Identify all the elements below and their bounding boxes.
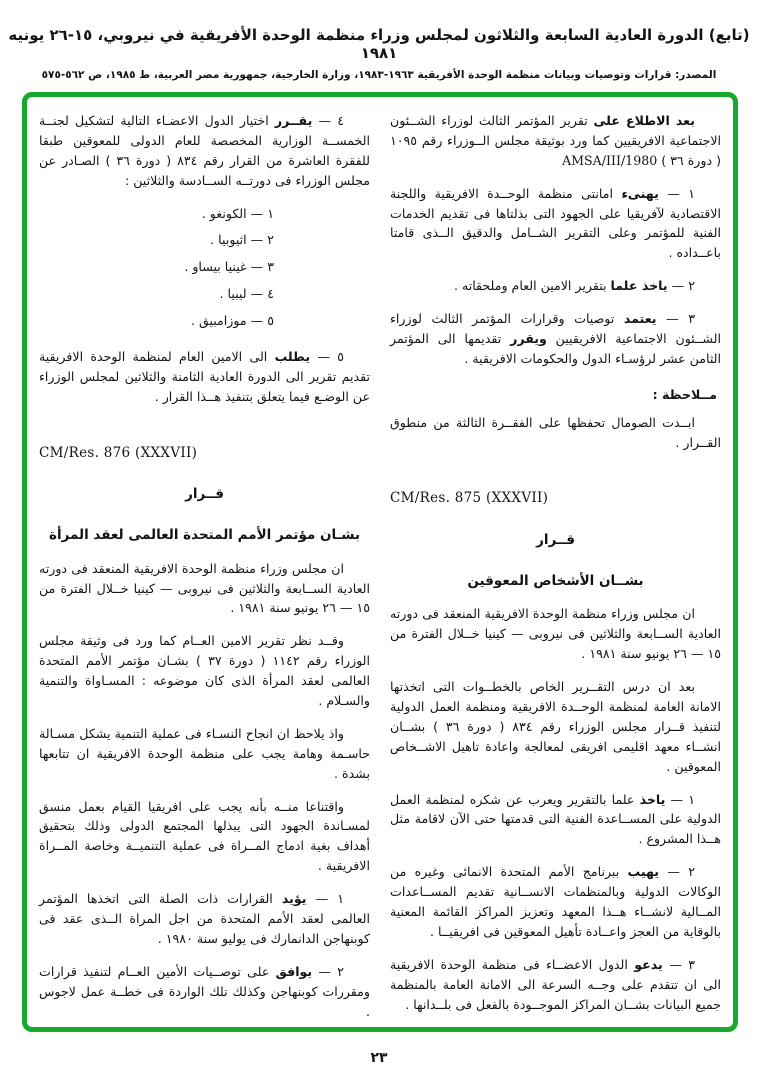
paragraph	[390, 955, 721, 1015]
page-header	[0, 0, 758, 81]
bold-lead: بعد الاطلاع على	[593, 113, 695, 128]
content-border-box	[22, 92, 738, 1032]
bold-lead: ياخذ علما	[610, 278, 668, 294]
text-run: الدول الاعضــاء فى منظمة الوحدة الافريقية الى ان تتقدم على وجــه السرعة الى الامانة العامة بالمنظمة جميع البيانات بشــان المراكز الموجــودة بالفعل فى بلــدانها .	[390, 956, 721, 1012]
paragraph	[39, 797, 370, 877]
text-run: ٢ —	[312, 963, 344, 979]
list-item: ٥ — موزامبيق .	[190, 313, 274, 329]
bold-lead: يؤيد	[281, 891, 307, 907]
resolution-title: قــرار	[536, 531, 575, 548]
text-run: واذ يلاحظ ان انجاح النسـاء فى عملية التنمية يشكل مسـالة حاسـمة وهامة يجب على منظمة الوحدة الافريقية ان تتابعها بشدة .	[39, 725, 370, 781]
bold-lead: يهنىء	[621, 185, 659, 201]
column-right	[390, 111, 721, 1019]
text-run: ٣ —	[656, 311, 695, 327]
paragraph	[390, 413, 721, 453]
text-run: القرارات ذات الصلة التى اتخذها المؤتمر العالمى لعقد الأمم المتحدة من اجل المراة الــذى عقد فى كوبنهاجن الدانمارك فى يوليو سنة ١٩٨٠ .	[39, 891, 370, 946]
paragraph	[39, 111, 370, 191]
resolution-ref: CM/Res. 876 (XXXVII)	[39, 444, 198, 461]
bold-lead: يوافق	[275, 963, 313, 979]
text-run: اختيار الدول الاعضـاء التالية لتشكيل لجنــة الخمســة الوزارية المخصصة للعام الدولى للمعوقين طبقا للفقرة العاشرة من القرار رقم ٨٣٤ ( دورة ٣٦ ) الصـادر عن مجلس الوزراء فى دورتــه الســادسة والثلاثين :	[39, 113, 370, 188]
paragraph	[39, 631, 370, 711]
paragraph	[390, 604, 721, 664]
text-run: ان مجلس وزراء منظمة الوحدة الافريقية المنعقد فى دورته العادية الســابعة والثلاثين فى نيروبى — كينيا خــلال الفترة من ١٥ — ٢٦ يونيو سنة ١٩٨١ .	[390, 606, 721, 662]
bold-lead: ياخذ	[639, 791, 666, 807]
paragraph	[390, 184, 721, 264]
resolution-ref: CM/Res. 875 (XXXVII)	[390, 490, 549, 507]
list-item: ١ — الكونغو .	[201, 205, 274, 221]
bold-lead: يطلب	[274, 349, 311, 365]
paragraph	[390, 111, 721, 171]
paragraph	[39, 724, 370, 784]
bold-lead: يقــرر	[274, 113, 313, 128]
bold-lead: يهيب	[627, 864, 660, 880]
list-item: ٢ — اثيوبيا .	[210, 232, 274, 248]
paragraph	[39, 559, 370, 619]
column-left	[39, 111, 370, 1019]
paragraph	[39, 962, 370, 1022]
text-run: ٣ —	[662, 956, 695, 972]
latin-doc-code: AMSA/III/1980	[562, 152, 658, 168]
text-run: ٥ —	[310, 349, 344, 365]
list-item: ٣ — غينيا بيساو .	[184, 259, 274, 275]
header-session-title: (تابع) الدورة العادية السابعة والثلاثون لمجلس وزراء منظمة الوحدة الأفريقية في نيروبي، ١٥-٢٦ يونيه ١٩٨١	[8, 26, 750, 62]
text-run: واقتناعا منــه بأنه يجب على افريقيا القيام بعمل منسق لمسـاندة الجهود التى يبذلها المجتمع الدولى وذلك بتحقيق أهداف بغية ادماج المــراة فى عملية التنميــة وخاصة المــراة الافريقية .	[39, 798, 370, 874]
resolution-title: بشـان مؤتمر الأمم المتحدة العالمى لعقد المرأة	[48, 527, 361, 544]
list-item: ٤ — ليبيا .	[219, 286, 274, 302]
text-run: بعد ان درس التقــرير الخاص بالخطــوات التى اتخذتها الامانة العامة لمنظمة الوحــدة الافريقية ومنظمة العمل الدولية لتنفيذ قــرار مجلس الوزراء رقم ٨٣٤ ( دورة ٣٦ ) بشــان انشــاء معهد اقليمى افريقى لمعالجة واعادة تاهيل الاشــخاص المعوقين .	[390, 679, 722, 774]
text-run: وقــد نظر تقرير الامين العــام كما ورد فى وثيقة مجلس الوزراء رقم ١١٤٢ ( دورة ٣٧ ) بشـان مؤتمر الأمم المتحدة العالمى لعقد المرأة الذى كان موضوعه : المسـاواة والتنمية والسـلام .	[39, 633, 370, 709]
two-column-layout	[39, 111, 721, 1019]
text-run: ان مجلس وزراء منظمة الوحدة الافريقية المنعقد فى دورته العادية الســابعة والثلاثين فى نيروبى — كينيا خــلال الفترة من ١٥ — ٢٦ يونيو سنة ١٩٨١ .	[39, 560, 370, 616]
paragraph	[390, 862, 721, 942]
header-source-line: المصدر: قرارات وتوصيات وبيانات منظمة الوحدة الأفريقية ١٩٦٣-١٩٨٣، وزارة الخارجية، جمهورية مصر العربية، ط ١٩٨٥، ص ٥٦٢-٥٧٥	[41, 69, 717, 81]
text-run: ١ —	[306, 891, 344, 907]
country-list	[39, 204, 370, 331]
paragraph	[39, 889, 370, 949]
bold-lead: ويقرر	[510, 331, 547, 347]
text-run: علما بالتقرير ويعرب عن شكره لمنظمة العمل الدولية على المســاعدة الفنية التى قدمتها حتى الآن لاقامة مثل هــذا المشروع .	[390, 791, 721, 847]
text-run: توصيات وقرارات المؤتمر الثالث لوزراء الشــئون الاجتماعية الافريقيين	[390, 311, 721, 347]
text-run: ١ —	[658, 185, 695, 201]
text-run: تقديمها الى المؤتمر الثامن عشر لرؤسـاء الدول والحكومات الافريقية .	[390, 331, 721, 366]
text-run: على توصــيات الأمين العــام لتنفيذ قرارات ومقررات كوبنهاجن وكذلك تلك الواردة فى خطــة عمل لاجوس .	[39, 963, 370, 1019]
bold-lead: يعتمد	[623, 311, 657, 327]
paragraph	[390, 309, 721, 369]
paragraph	[390, 677, 721, 776]
resolution-title: قــرار	[185, 486, 224, 503]
note-heading: مــلاحظة :	[652, 386, 717, 402]
text-run: الى الامين العام لمنظمة الوحدة الافريقية تقديم تقرير الى الدورة العادية الثامنة والثلاثين لمجلس الوزراء عن الوضـع فيما يتعلق بتنفيذ هــذا القرار .	[39, 349, 370, 404]
text-run: ٤ —	[312, 113, 344, 128]
paragraph	[39, 347, 370, 407]
resolution-title: بشــان الأشخاص المعوقين	[467, 573, 644, 590]
paragraph	[390, 790, 721, 850]
text-run: تقرير المؤتمر الثالث لوزراء الشــئون الاجتماعية الافريقيين كما ورد بوثيقة مجلس الــوزراء رقم ١٠٩٥ ( دورة ٣٦ )	[390, 113, 721, 168]
text-run: ٢ —	[659, 864, 695, 880]
paragraph	[390, 276, 721, 296]
text-run: ببرنامج الأمم المتحدة الانمائى وغيره من الوكالات الدولية وبالمنظمات الانســانية تقديم المســاعدات المــالية لانشــاء هــذا المعهد وتعزيز المراكز القائمة المعنية بالوقاية من العجز واعــادة تأهيل المعوقين فى افريقيــا .	[390, 864, 721, 939]
text-run: ابــدت الصومال تحفظها على الفقــرة الثالثة من منطوق القــرار .	[390, 414, 721, 450]
page-number: ٢٣	[370, 1050, 388, 1066]
text-run: ٢ —	[667, 278, 695, 294]
text-run: بتقرير الامين العام وملحقاته .	[453, 278, 611, 294]
text-run: امانتى منظمة الوحــدة الافريقية واللجنة الاقتصادية لآفريقيا على الجهود التى بذلتاها فى تقديم الخدمات الفنية للمؤتمر وعلى التقرير الشــامل والدقيق الــذى قامتا باعــداده .	[390, 185, 721, 261]
text-run: ١ —	[665, 791, 695, 807]
bold-lead: يدعو	[634, 956, 663, 972]
